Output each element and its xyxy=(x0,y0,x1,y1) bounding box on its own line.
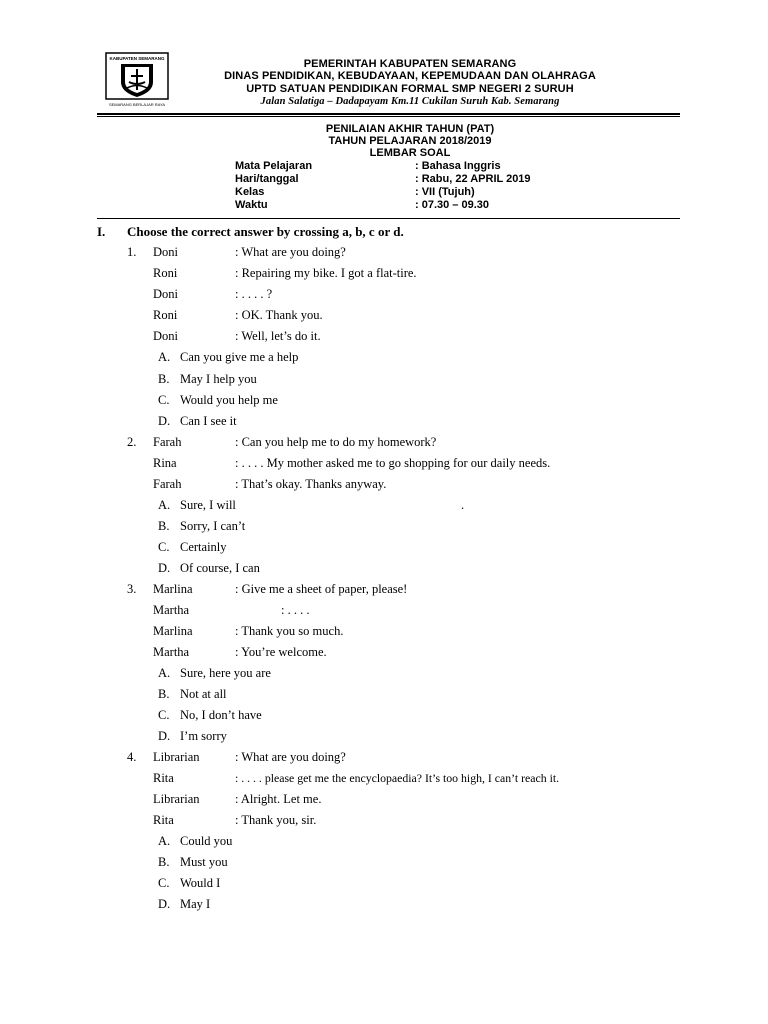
option-letter[interactable]: B. xyxy=(158,519,170,533)
dialog-speaker: Roni xyxy=(153,308,178,322)
option-text[interactable]: Not at all xyxy=(180,687,227,701)
exam-sheet-label: LEMBAR SOAL xyxy=(369,147,451,159)
dialog-speaker: Farah xyxy=(153,477,182,491)
dialog-line: : You’re welcome. xyxy=(235,645,327,659)
option-text[interactable]: Sure, here you are xyxy=(180,666,271,680)
question-number: 4. xyxy=(127,750,137,764)
dialog-line: : Thank you, sir. xyxy=(235,813,317,827)
dialog-speaker: Rita xyxy=(153,813,174,827)
option-text[interactable]: Sorry, I can’t xyxy=(180,519,246,533)
section-instruction: Choose the correct answer by crossing a, b, c or d. xyxy=(127,224,404,239)
dialog-line: : That’s okay. Thanks anyway. xyxy=(235,477,387,491)
dialog-line: : . . . . ? xyxy=(235,287,273,301)
option-letter[interactable]: B. xyxy=(158,687,170,701)
option-text[interactable]: May I xyxy=(180,897,211,911)
letterhead-department: DINAS PENDIDIKAN, KEBUDAYAAN, KEPEMUDAAN DAN OLAHRAGA xyxy=(224,70,596,82)
option-letter[interactable]: D. xyxy=(158,561,171,575)
dialog-speaker: Farah xyxy=(153,435,182,449)
info-subject-label: Mata Pelajaran xyxy=(235,160,313,172)
option-letter[interactable]: A. xyxy=(158,666,171,680)
option-letter[interactable]: C. xyxy=(158,393,170,407)
dialog-speaker: Rita xyxy=(153,771,174,785)
dialog-speaker: Marlina xyxy=(153,624,193,638)
option-text[interactable]: Sure, I will xyxy=(180,498,236,512)
option-text[interactable]: Would I xyxy=(180,876,221,890)
option-text[interactable]: Of course, I can xyxy=(180,561,260,575)
dialog-speaker: Marlina xyxy=(153,582,193,596)
info-time-value: : 07.30 – 09.30 xyxy=(415,199,490,211)
option-letter[interactable]: D. xyxy=(158,897,171,911)
letterhead-address: Jalan Salatiga – Dadapayam Km.11 Cukilan Suruh Kab. Semarang xyxy=(260,96,560,107)
dialog-speaker: Doni xyxy=(153,287,178,301)
letterhead-school: UPTD SATUAN PENDIDIKAN FORMAL SMP NEGERI 2 SURUH xyxy=(246,83,574,95)
option-letter[interactable]: A. xyxy=(158,350,171,364)
dialog-speaker: Librarian xyxy=(153,750,200,764)
info-date-value: : Rabu, 22 APRIL 2019 xyxy=(415,173,531,185)
dialog-line: : Give me a sheet of paper, please! xyxy=(235,582,408,596)
dialog-line: : What are you doing? xyxy=(235,750,346,764)
exam-academic-year: TAHUN PELAJARAN 2018/2019 xyxy=(328,135,492,147)
option-text[interactable]: Would you help me xyxy=(180,393,278,407)
section-number: I. xyxy=(97,224,106,239)
dialog-line: : Repairing my bike. I got a flat-tire. xyxy=(235,266,417,280)
option-text[interactable]: Could you xyxy=(180,834,233,848)
dialog-speaker: Doni xyxy=(153,245,178,259)
option-text[interactable]: May I help you xyxy=(180,372,257,386)
letterhead-divider xyxy=(97,113,680,115)
option-text[interactable]: Can you give me a help xyxy=(180,350,299,364)
svg-text:SEMARANG BERLAJAR RAYA: SEMARANG BERLAJAR RAYA xyxy=(108,102,166,107)
stray-mark: . xyxy=(461,498,465,512)
dialog-line: : . . . . My mother asked me to go shopping for our daily needs. xyxy=(235,456,551,470)
dialog-speaker: Martha xyxy=(153,603,190,617)
option-letter[interactable]: D. xyxy=(158,729,171,743)
option-letter[interactable]: A. xyxy=(158,834,171,848)
dialog-speaker: Roni xyxy=(153,266,178,280)
dialog-line: : What are you doing? xyxy=(235,245,346,259)
question-number: 3. xyxy=(127,582,137,596)
option-letter[interactable]: B. xyxy=(158,372,170,386)
info-class-label: Kelas xyxy=(235,186,265,198)
dialog-speaker: Librarian xyxy=(153,792,200,806)
option-text[interactable]: No, I don’t have xyxy=(180,708,262,722)
option-text[interactable]: Certainly xyxy=(180,540,227,554)
letterhead-government: PEMERINTAH KABUPATEN SEMARANG xyxy=(303,58,517,70)
svg-text:KABUPATEN SEMARANG: KABUPATEN SEMARANG xyxy=(109,56,165,61)
dialog-speaker: Rina xyxy=(153,456,177,470)
option-text[interactable]: Must you xyxy=(180,855,228,869)
dialog-line: : Alright. Let me. xyxy=(235,792,322,806)
info-class-value: : VII (Tujuh) xyxy=(415,186,475,198)
dialog-speaker: Martha xyxy=(153,645,190,659)
header-divider xyxy=(97,218,680,219)
question-number: 2. xyxy=(127,435,137,449)
dialog-line: : Well, let’s do it. xyxy=(235,329,321,343)
dialog-line: : OK. Thank you. xyxy=(235,308,323,322)
dialog-line: : Can you help me to do my homework? xyxy=(235,435,437,449)
option-text[interactable]: Can I see it xyxy=(180,414,237,428)
option-letter[interactable]: C. xyxy=(158,540,170,554)
info-date-label: Hari/tanggal xyxy=(235,173,299,185)
option-letter[interactable]: C. xyxy=(158,876,170,890)
info-subject-value: : Bahasa Inggris xyxy=(415,160,501,172)
dialog-line: : Thank you so much. xyxy=(235,624,344,638)
dialog-speaker: Doni xyxy=(153,329,178,343)
option-letter[interactable]: D. xyxy=(158,414,171,428)
option-text[interactable]: I’m sorry xyxy=(180,729,227,743)
letterhead-divider-thin xyxy=(97,116,680,117)
dialog-line: : . . . . please get me the encyclopaedia? It’s too high, I can’t reach it. xyxy=(235,771,560,785)
option-letter[interactable]: A. xyxy=(158,498,171,512)
info-time-label: Waktu xyxy=(235,199,268,211)
exam-title: PENILAIAN AKHIR TAHUN (PAT) xyxy=(325,123,495,135)
option-letter[interactable]: C. xyxy=(158,708,170,722)
option-letter[interactable]: B. xyxy=(158,855,170,869)
dialog-line: : . . . . xyxy=(281,603,310,617)
question-number: 1. xyxy=(127,245,137,259)
